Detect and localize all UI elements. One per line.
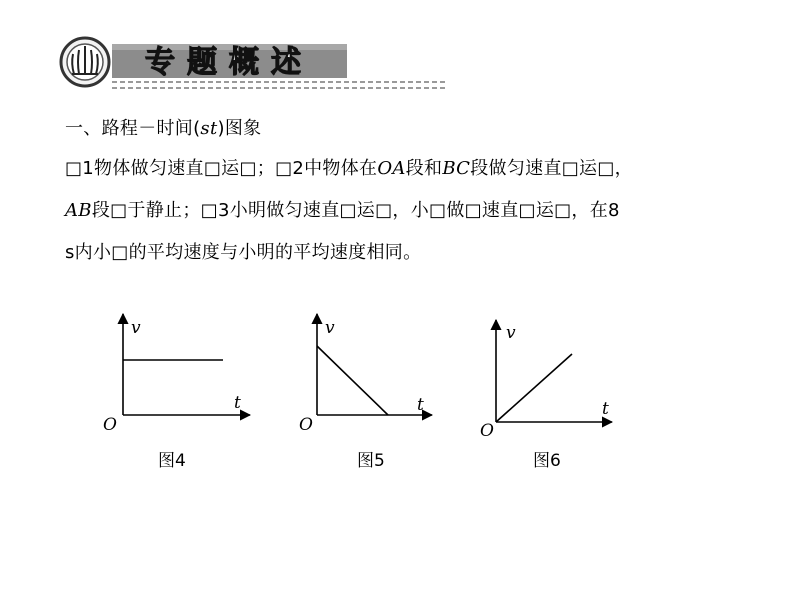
graph-5 bbox=[299, 314, 432, 471]
para-l2-a: AB bbox=[65, 200, 92, 221]
para-l1-a: □1物体做匀速直□运□；□2中物体在 bbox=[65, 158, 378, 179]
graph-4-origin-label: O bbox=[103, 415, 117, 435]
section-heading bbox=[65, 118, 755, 140]
para-l1-e: 段做匀速直□运□， bbox=[470, 158, 633, 179]
para-l1-c: 段和 bbox=[405, 158, 443, 179]
graph-5-origin-label: O bbox=[299, 415, 313, 435]
heading-prefix: 一、路程－时间( bbox=[65, 118, 201, 139]
para-l1-d: BC bbox=[442, 158, 471, 179]
para-l2-b: 段□于静止；□3小明做匀速直□运□，小□做□速直□运□，在8 bbox=[91, 200, 620, 221]
graph-6-origin-label: O bbox=[480, 421, 494, 441]
section-header bbox=[0, 0, 800, 110]
paragraph-line-3 bbox=[65, 242, 755, 264]
paragraph-line-2 bbox=[65, 200, 755, 222]
graph-6 bbox=[480, 320, 612, 471]
graph-4-t-label: t bbox=[234, 393, 241, 413]
graph-6-line bbox=[496, 354, 572, 422]
graph-5-caption: 图5 bbox=[357, 451, 385, 471]
graph-4-v-label: v bbox=[131, 318, 141, 338]
graph-6-caption: 图6 bbox=[533, 451, 561, 471]
paragraph-line-1 bbox=[65, 158, 755, 180]
graph-6-v-label: v bbox=[506, 323, 516, 343]
section-title: 专题概述 bbox=[145, 45, 313, 80]
para-l3: s内小□的平均速度与小明的平均速度相同。 bbox=[65, 242, 422, 263]
graph-4 bbox=[103, 314, 250, 471]
graph-5-t-label: t bbox=[417, 395, 424, 415]
graphs-area bbox=[0, 300, 800, 500]
graph-5-line bbox=[317, 346, 388, 415]
heading-suffix: )图象 bbox=[217, 118, 262, 139]
para-l1-b: OA bbox=[377, 158, 406, 179]
graph-6-t-label: t bbox=[602, 399, 609, 419]
heading-italic: st bbox=[200, 118, 218, 139]
graph-5-v-label: v bbox=[325, 318, 335, 338]
content-area bbox=[65, 118, 755, 284]
graph-4-caption: 图4 bbox=[158, 451, 186, 471]
